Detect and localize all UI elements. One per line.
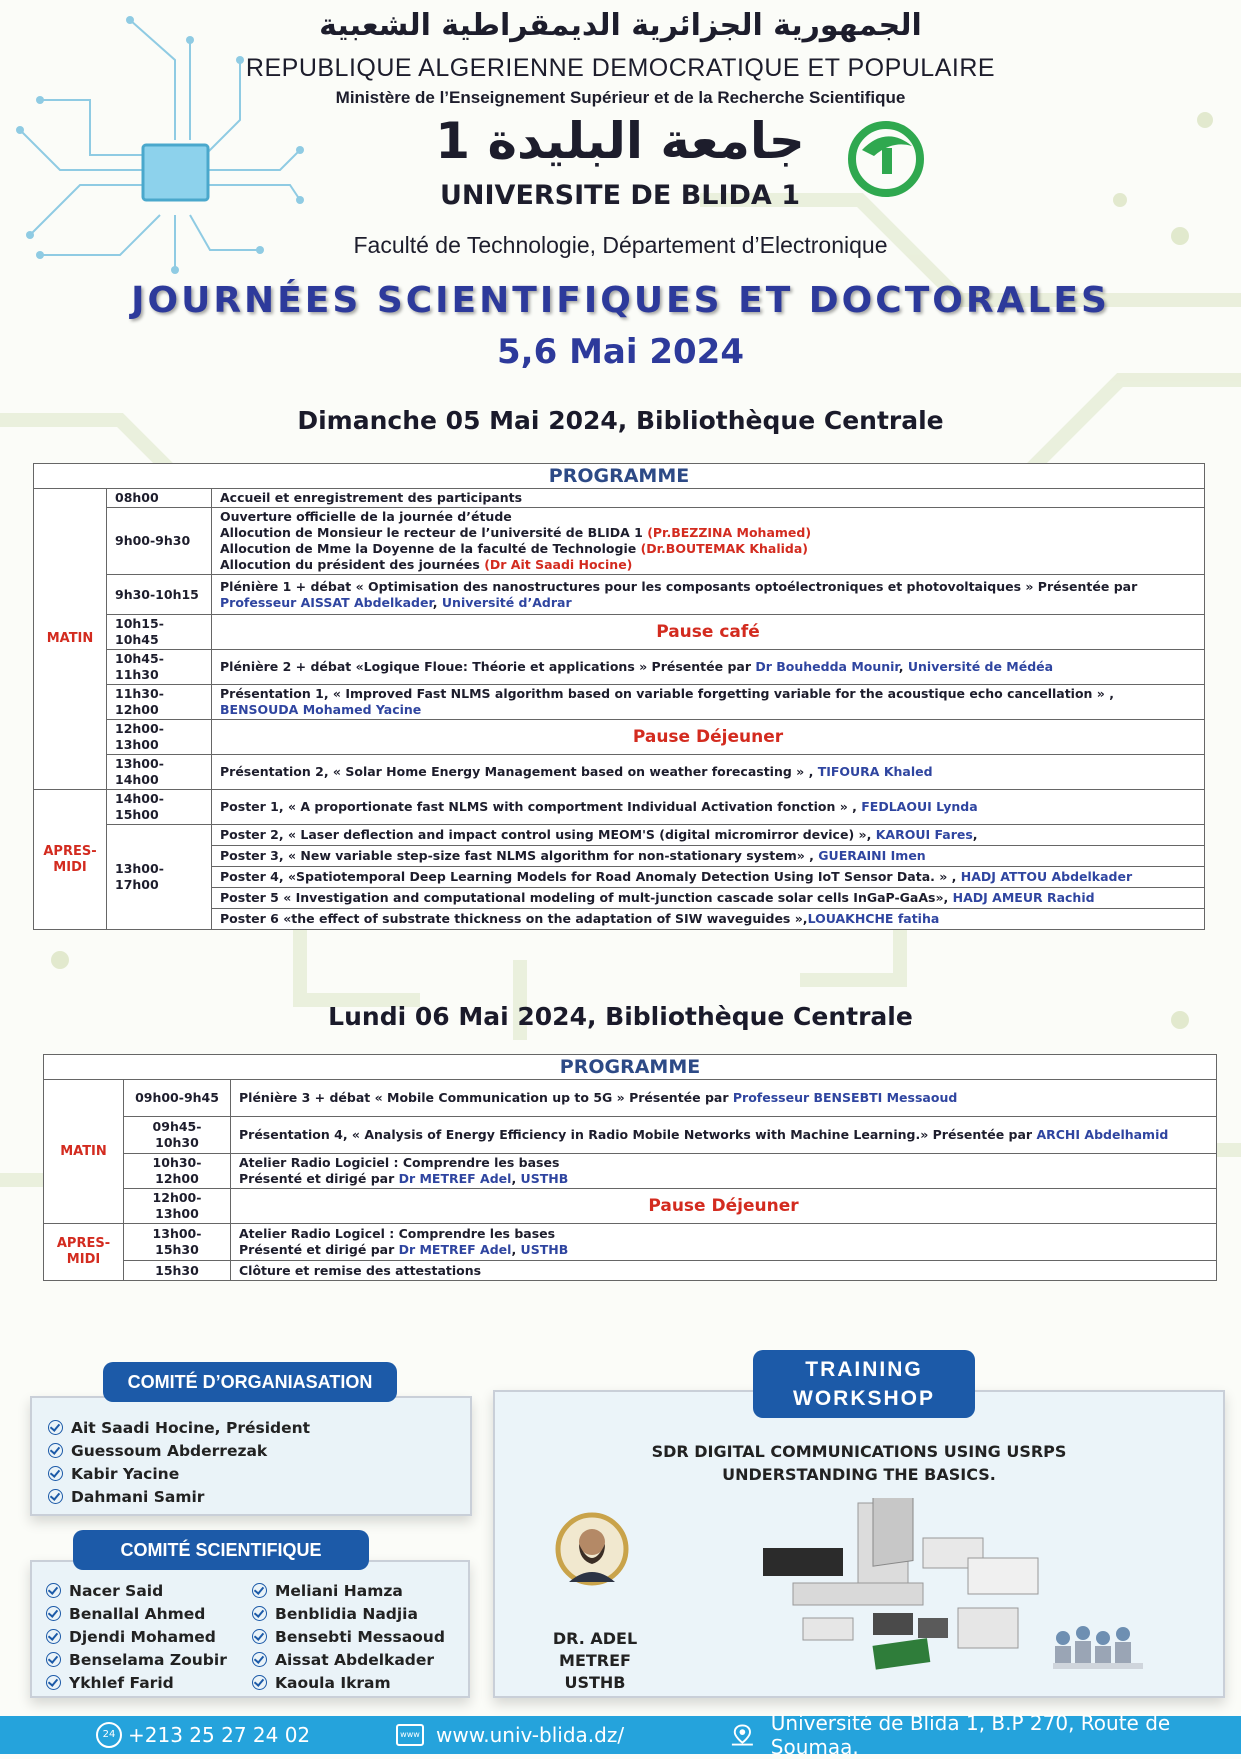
session-text: Plénière 2 + débat «Logique Floue: Théorie et applications » Présentée par xyxy=(220,659,756,674)
session-cell xyxy=(231,1224,1217,1261)
day2-programme-table xyxy=(43,1054,1217,1281)
scientific-committee-title: COMITÉ SCIENTIFIQUE xyxy=(73,1530,369,1570)
session-cell xyxy=(231,1154,1217,1189)
event-title: JOURNÉES SCIENTIFIQUES ET DOCTORALES xyxy=(131,280,1110,321)
session-cell xyxy=(231,1080,1217,1117)
session-cell xyxy=(212,846,1205,867)
badge-line: WORKSHOP xyxy=(793,1387,935,1410)
session-line xyxy=(220,525,1196,541)
speaker-name: Professeur AISSAT Abdelkader xyxy=(220,594,433,610)
address-text: Université de Blida 1, B.P 270, Route de Soumaa. xyxy=(770,1711,1171,1759)
session-cell xyxy=(212,909,1205,930)
committee-member xyxy=(46,1648,227,1671)
speaker-name: FEDLAOUI Lynda xyxy=(861,799,978,814)
member-name: Djendi Mohamed xyxy=(69,1627,216,1646)
check-icon xyxy=(48,1489,63,1504)
time-cell: 13h00-17h00 xyxy=(107,825,212,930)
speaker-name: LOUAKHCHE fatiha xyxy=(807,911,940,926)
time-cell: 10h30-12h00 xyxy=(124,1154,231,1189)
session-line: Ouverture officielle de la journée d’étude xyxy=(220,509,512,524)
workshop-subtitle-line: SDR DIGITAL COMMUNICATIONS USING USRPS xyxy=(651,1442,1067,1461)
session-text: Présenté et dirigé par xyxy=(239,1171,399,1186)
session-cell xyxy=(212,508,1205,575)
session-line xyxy=(239,1242,1208,1258)
speaker-name: (Dr.BOUTEMAK Khalida) xyxy=(640,541,809,556)
session-line: Atelier Radio Logicel : Comprendre les bases xyxy=(239,1226,556,1241)
member-name: Ykhlef Farid xyxy=(69,1673,174,1692)
speaker-name: ARCHI Abdelhamid xyxy=(1036,1127,1169,1142)
session-text: Poster 2, « Laser deflection and impact control using MEOM'S (digital micromirror device) », xyxy=(220,827,876,842)
training-workshop-badge xyxy=(753,1350,975,1418)
speaker-name: KAROUI Fares xyxy=(875,827,973,842)
committee-member xyxy=(252,1579,445,1602)
session-text: Présenté et dirigé par xyxy=(239,1242,399,1257)
event-dates: 5,6 Mai 2024 xyxy=(497,332,744,372)
workshop-subtitle xyxy=(495,1440,1223,1486)
session-cell xyxy=(212,888,1205,909)
affiliation: Université de Médéa xyxy=(907,659,1054,674)
check-icon xyxy=(46,1583,61,1598)
check-icon xyxy=(46,1606,61,1621)
check-icon xyxy=(252,1606,267,1621)
time-cell: 9h30-10h15 xyxy=(107,575,212,615)
member-name: Guessoum Abderrezak xyxy=(71,1441,268,1460)
programme-header: PROGRAMME xyxy=(44,1055,1217,1080)
time-cell: 14h00-15h00 xyxy=(107,790,212,825)
separator: , xyxy=(432,594,442,610)
member-name: Benallal Ahmed xyxy=(69,1604,206,1623)
time-cell: 13h00-15h30 xyxy=(124,1224,231,1261)
time-cell: 11h30-12h00 xyxy=(107,685,212,720)
member-name: Aissat Abdelkader xyxy=(275,1650,435,1669)
separator: , xyxy=(972,827,978,842)
speaker-name: Dr METREF Adel xyxy=(398,1171,512,1186)
committee-member xyxy=(46,1671,227,1694)
separator: , xyxy=(898,659,908,674)
committee-member xyxy=(48,1416,310,1439)
session-cell xyxy=(212,790,1205,825)
day2-heading: Lundi 06 Mai 2024, Bibliothèque Centrale xyxy=(328,1002,913,1031)
time-cell: 08h00 xyxy=(107,489,212,508)
separator: , xyxy=(511,1242,521,1257)
day1-heading: Dimanche 05 Mai 2024, Bibliothèque Centrale xyxy=(297,406,944,435)
session-text: Plénière 1 + débat « Optimisation des nanostructures pour les composants optoélectroniques et photovoltaiques » Présentée par xyxy=(220,578,1138,594)
speaker-name: HADJ AMEUR Rachid xyxy=(952,890,1095,905)
member-name: Benselama Zoubir xyxy=(69,1650,227,1669)
footer-phone xyxy=(96,1716,310,1754)
session-text: Allocution du président des journées xyxy=(220,557,485,572)
session-cell: Clôture et remise des attestations xyxy=(231,1261,1217,1281)
scientific-members-col1 xyxy=(46,1579,227,1694)
time-cell: 09h00-9h45 xyxy=(124,1080,231,1117)
committee-member xyxy=(252,1671,445,1694)
location-pin-icon xyxy=(730,1723,755,1747)
speaker-name: Dr METREF Adel xyxy=(398,1242,512,1257)
speaker-name: TIFOURA Khaled xyxy=(817,764,933,779)
member-name: Bensebti Messaoud xyxy=(275,1627,445,1646)
arabic-republic-name: الجمهورية الجزائرية الديمقراطية الشعبية xyxy=(319,8,922,43)
session-text: Présentation 4, « Analysis of Energy Efficiency in Radio Mobile Networks with Machine Learning.» Présentée par xyxy=(239,1127,1037,1142)
session-line xyxy=(239,1171,1208,1187)
time-cell: 12h00-13h00 xyxy=(124,1189,231,1224)
organizing-committee-panel xyxy=(30,1396,472,1516)
university-name-arabic: جامعة البليدة 1 xyxy=(435,112,805,170)
phone-24-icon: 24 xyxy=(96,1722,122,1748)
session-line xyxy=(220,541,1196,557)
republic-name: REPUBLIQUE ALGERIENNE DEMOCRATIQUE ET POPULAIRE xyxy=(245,54,996,82)
member-name: Dahmani Samir xyxy=(71,1487,205,1506)
workshop-panel xyxy=(493,1390,1225,1698)
check-icon xyxy=(48,1420,63,1435)
footer-bar xyxy=(0,1711,1241,1759)
member-name: Benblidia Nadjia xyxy=(275,1604,418,1623)
affiliation: USTHB xyxy=(520,1171,569,1186)
website-link[interactable]: www.univ-blida.dz/ xyxy=(436,1723,625,1747)
committee-member xyxy=(252,1648,445,1671)
ministry-name: Ministère de l’Enseignement Supérieur et de la Recherche Scientifique xyxy=(335,88,906,107)
separator: , xyxy=(511,1171,521,1186)
time-cell: 12h00-13h00 xyxy=(107,720,212,755)
check-icon xyxy=(252,1652,267,1667)
speaker-name: HADJ ATTOU Abdelkader xyxy=(960,869,1133,884)
check-icon xyxy=(252,1629,267,1644)
session-text: Allocution de Mme la Doyenne de la faculté de Technologie xyxy=(220,541,641,556)
pause-cell: Pause café xyxy=(212,615,1205,650)
period-matin: MATIN xyxy=(44,1080,124,1224)
session-text: Poster 4, «Spatiotemporal Deep Learning Models for Road Anomaly Detection Using IoT Sensor Data. » , xyxy=(220,869,961,884)
session-line xyxy=(220,557,1196,573)
presenter-photo xyxy=(555,1512,629,1586)
speaker-name: (Pr.BEZZINA Mohamed) xyxy=(647,525,812,540)
time-cell: 10h45-11h30 xyxy=(107,650,212,685)
presenter-info xyxy=(515,1628,675,1694)
presenter-affiliation: USTHB xyxy=(564,1673,626,1692)
phone-number: +213 25 27 24 02 xyxy=(128,1723,311,1747)
workshop-subtitle-line: UNDERSTANDING THE BASICS. xyxy=(722,1465,996,1484)
session-text: Poster 5 « Investigation and computational modeling of mult-junction cascade solar cells InGaP-GaAs», xyxy=(220,890,953,905)
committee-member xyxy=(48,1462,310,1485)
affiliation: Université d’Adrar xyxy=(441,594,572,610)
session-cell xyxy=(212,825,1205,846)
time-cell: 15h30 xyxy=(124,1261,231,1281)
session-text: Poster 3, « New variable step-size fast NLMS algorithm for non-stationary system» , xyxy=(220,848,819,863)
period-matin: MATIN xyxy=(34,489,107,790)
session-text: Allocution de Monsieur le recteur de l’université de BLIDA 1 xyxy=(220,525,648,540)
footer-website xyxy=(396,1716,624,1754)
committee-member xyxy=(252,1625,445,1648)
speaker-name: BENSOUDA Mohamed Yacine xyxy=(220,702,422,717)
check-icon xyxy=(48,1443,63,1458)
session-text: Poster 1, « A proportionate fast NLMS with comportment Individual Activation fonction » , xyxy=(220,799,862,814)
time-cell: 9h00-9h30 xyxy=(107,508,212,575)
session-cell xyxy=(212,685,1205,720)
session-cell xyxy=(212,650,1205,685)
session-line: Atelier Radio Logiciel : Comprendre les bases xyxy=(239,1155,560,1170)
organizing-members xyxy=(48,1416,310,1508)
member-name: Meliani Hamza xyxy=(275,1581,403,1600)
usrp-equipment-illustration xyxy=(753,1498,1153,1688)
check-icon xyxy=(46,1675,61,1690)
member-name: Kabir Yacine xyxy=(71,1464,180,1483)
speaker-name: Dr Bouhedda Mounir xyxy=(755,659,899,674)
session-cell xyxy=(212,575,1205,615)
pause-cell: Pause Déjeuner xyxy=(212,720,1205,755)
member-name: Kaoula Ikram xyxy=(275,1673,391,1692)
session-text: Présentation 1, « Improved Fast NLMS algorithm based on variable forgetting variable for the acoustique echo cancellation » , xyxy=(220,686,1114,701)
session-text: Plénière 3 + débat « Mobile Communication up to 5G » Présentée par xyxy=(239,1090,733,1105)
member-name: Ait Saadi Hocine, Président xyxy=(71,1418,311,1437)
time-cell: 09h45-10h30 xyxy=(124,1117,231,1154)
presenter-name: DR. ADEL METREF xyxy=(552,1629,638,1670)
web-icon: www xyxy=(396,1724,424,1746)
badge-line: TRAINING xyxy=(805,1358,923,1381)
committee-member xyxy=(46,1602,227,1625)
session-cell xyxy=(212,867,1205,888)
programme-header: PROGRAMME xyxy=(34,464,1205,489)
period-apres-midi: APRES-MIDI xyxy=(44,1224,124,1281)
speaker-name: Professeur BENSEBTI Messaoud xyxy=(732,1090,958,1105)
check-icon xyxy=(48,1466,63,1481)
check-icon xyxy=(46,1629,61,1644)
session-cell: Accueil et enregistrement des participants xyxy=(212,489,1205,508)
scientific-members-col2 xyxy=(252,1579,445,1694)
affiliation: USTHB xyxy=(520,1242,569,1257)
check-icon xyxy=(252,1583,267,1598)
period-apres-midi: APRES-MIDI xyxy=(34,790,107,930)
university-name-french: UNIVERSITE DE BLIDA 1 xyxy=(439,180,801,211)
committee-member xyxy=(46,1579,227,1602)
time-cell: 13h00-14h00 xyxy=(107,755,212,790)
check-icon xyxy=(46,1652,61,1667)
time-cell: 10h15-10h45 xyxy=(107,615,212,650)
organizing-committee-title: COMITÉ D’ORGANIASATION xyxy=(103,1362,397,1402)
footer-address xyxy=(730,1711,1241,1759)
check-icon xyxy=(252,1675,267,1690)
university-logo xyxy=(842,120,930,198)
speaker-name: (Dr Ait Saadi Hocine) xyxy=(484,557,633,572)
committee-member xyxy=(252,1602,445,1625)
speaker-name: GUERAINI Imen xyxy=(818,848,926,863)
session-cell xyxy=(231,1117,1217,1154)
pause-cell: Pause Déjeuner xyxy=(231,1189,1217,1224)
session-text: Poster 6 «the effect of substrate thickness on the adaptation of SIW waveguides », xyxy=(220,911,808,926)
faculty-department: Faculté de Technologie, Département d’Electronique xyxy=(353,232,888,258)
session-cell xyxy=(212,755,1205,790)
committee-member xyxy=(48,1439,310,1462)
member-name: Nacer Said xyxy=(69,1581,164,1600)
day1-programme-table xyxy=(33,463,1205,930)
scientific-committee-panel xyxy=(30,1560,470,1698)
committee-member xyxy=(46,1625,227,1648)
committee-member xyxy=(48,1485,310,1508)
session-text: Présentation 2, « Solar Home Energy Management based on weather forecasting » , xyxy=(220,764,818,779)
